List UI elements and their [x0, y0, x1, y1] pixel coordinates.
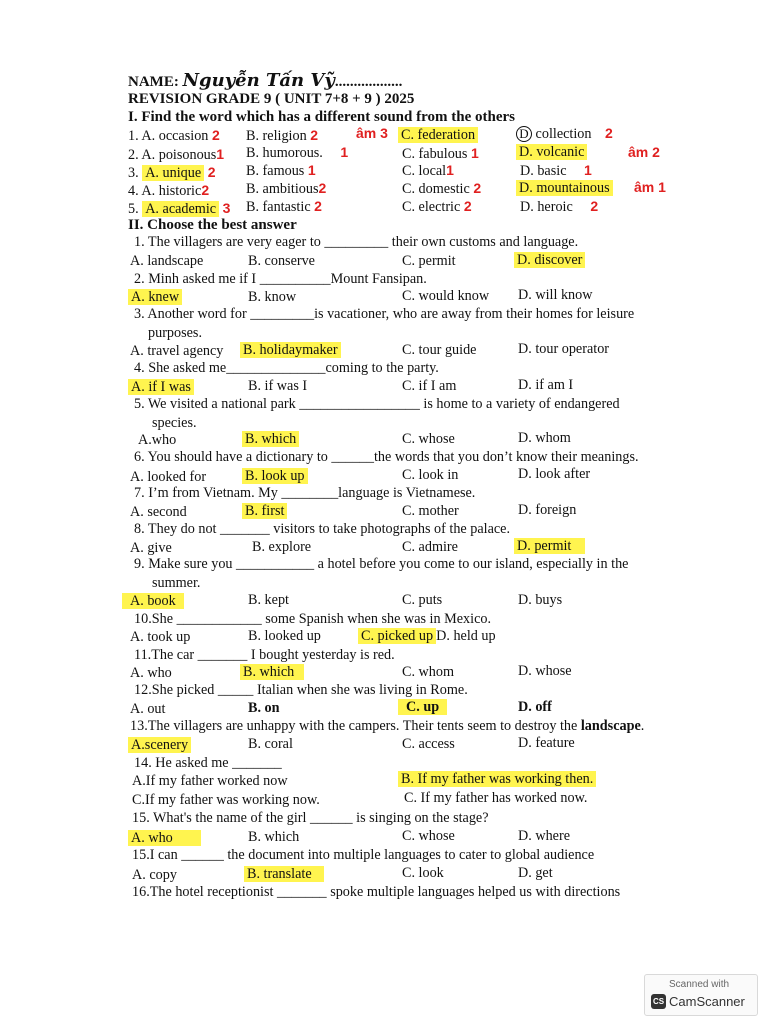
p1r1-b: B. religion [246, 128, 307, 144]
q13-keyword: landscape [580, 718, 641, 734]
p1r4-d-highlight: D. mountainous [516, 180, 613, 196]
q14-option-a: A.If my father worked now [132, 773, 288, 789]
p1r1-c-highlight: C. federation [398, 127, 478, 143]
q2-option-b: B. know [248, 289, 297, 305]
q10-option-d: D. held up [436, 628, 496, 644]
q1-option-b: B. conserve [248, 253, 315, 269]
mark: 1 [584, 162, 592, 178]
question-15b: 15.I can ______ the document into multiple languages to cater to global audience [132, 847, 595, 863]
mark: 2 [605, 125, 613, 141]
q4-option-c: C. if I am [402, 378, 457, 394]
q12-option-b: B. on [248, 700, 280, 716]
q14-option-b-highlight: B. If my father was working then. [398, 771, 596, 787]
q8-option-c: C. admire [402, 539, 458, 555]
q15b-option-c: C. look [402, 865, 444, 881]
q14-option-c: C.If my father was working now. [132, 792, 320, 808]
q1-option-d-highlight: D. discover [514, 252, 585, 268]
q15-option-d: D. where [518, 828, 570, 844]
name-label: NAME: [128, 74, 179, 90]
mark: 2 [211, 127, 220, 143]
q5-option-b-highlight: B. which [242, 431, 299, 447]
q15-option-a-highlight: A. who [128, 830, 201, 846]
question-15: 15. What's the name of the girl ______ is singing on the stage? [132, 810, 489, 826]
q3-option-b-highlight: B. holidaymaker [240, 342, 341, 358]
q11-option-d: D. whose [518, 663, 572, 679]
mark: 2 [463, 198, 472, 214]
q13-option-a-highlight: A.scenery [128, 737, 191, 753]
q7-option-c: C. mother [402, 503, 459, 519]
mark: 2 [318, 180, 327, 196]
page-title: REVISION GRADE 9 ( UNIT 7+8 + 9 ) 2025 [128, 91, 415, 107]
p1r5-c: C. electric [402, 199, 461, 215]
p1r1-a: 1. A. occasion [128, 128, 209, 144]
q6-option-b-highlight: B. look up [242, 468, 308, 484]
student-name: Nguyễn Tấn Vỹ [182, 70, 335, 91]
mark: 1 [216, 146, 225, 162]
mark: 2 [207, 164, 216, 180]
q12-option-c-highlight: C. up [398, 699, 447, 715]
q4-option-b: B. if was I [248, 378, 308, 394]
question-12: 12.She picked _____ Italian when she was living in Rome. [134, 682, 468, 698]
q15b-option-d: D. get [518, 865, 553, 881]
q6-option-c: C. look in [402, 467, 459, 483]
q1-option-c: C. permit [402, 253, 456, 269]
section2-heading: II. Choose the best answer [128, 217, 297, 233]
q11-option-b-highlight: B. which [240, 664, 304, 680]
mark: 1 [470, 145, 479, 161]
watermark-line2: CamScanner [669, 994, 745, 1009]
question-2: 2. Minh asked me if I __________Mount Fansipan. [134, 271, 427, 287]
p1r2-d-highlight: D. volcanic [516, 144, 587, 160]
q6-option-d: D. look after [518, 466, 591, 482]
question-10: 10.She ____________ some Spanish when she was in Mexico. [134, 611, 492, 627]
q9-option-a-highlight: A. book [122, 593, 184, 609]
p1r2-b: B. humorous. [246, 145, 323, 161]
q2-option-a-highlight: A. knew [128, 289, 182, 305]
q9-option-c: C. puts [402, 592, 443, 608]
mark: 2 [473, 180, 482, 196]
note: âm 2 [628, 144, 660, 160]
q10-option-c-highlight: C. picked up [358, 628, 436, 644]
q11-option-a: A. who [130, 665, 172, 681]
question-13 [130, 717, 644, 735]
question-3-cont: purposes. [148, 325, 202, 341]
q7-option-d: D. foreign [518, 502, 577, 518]
q11-option-c: C. whom [402, 664, 455, 680]
mark: 2 [201, 182, 210, 198]
p1r3-c: C. local [402, 163, 447, 179]
q2-option-d: D. will know [518, 287, 593, 303]
q3-option-d: D. tour operator [518, 341, 610, 357]
mark: 3 [222, 200, 231, 216]
p1r5-d: D. heroic [520, 199, 573, 215]
p1r3-a-highlight: A. unique [142, 165, 204, 181]
p1r4-c: C. domestic [402, 181, 470, 197]
q5-option-d: D. whom [518, 430, 571, 446]
q1-option-a: A. landscape [130, 253, 204, 269]
q13-option-d: D. feature [518, 735, 575, 751]
p1r1-d: collection [532, 126, 592, 142]
q14-option-c2: C. If my father has worked now. [404, 790, 588, 806]
note: âm 3 [356, 125, 388, 141]
p1r4-b: B. ambitious [246, 181, 319, 197]
p1r3-b: B. famous [246, 163, 305, 179]
q3-option-a: A. travel agency [130, 343, 224, 359]
q7-option-a: A. second [130, 504, 187, 520]
q4-option-d: D. if am I [518, 377, 574, 393]
q15b-option-a: A. copy [132, 867, 177, 883]
note: âm 1 [634, 179, 666, 195]
q15-option-c: C. whose [402, 828, 455, 844]
question-3: 3. Another word for _________is vacationer, who are away from their homes for leisure [134, 306, 635, 322]
q5-option-a: A.who [138, 432, 177, 448]
name-line [128, 72, 402, 91]
q15b-option-b-highlight: B. translate [244, 866, 324, 882]
question-6: 6. You should have a dictionary to ______the words that you don’t know their meanings. [134, 449, 639, 465]
question-1: 1. The villagers are very eager to _________ their own customs and language. [134, 234, 579, 250]
p1r2-a: 2. A. poisonous [128, 147, 217, 163]
q12-option-d: D. off [518, 699, 552, 715]
question-14: 14. He asked me _______ [134, 755, 282, 771]
mark: 1 [340, 144, 349, 160]
q3-option-c: C. tour guide [402, 342, 477, 358]
question-5: 5. We visited a national park _________________ is home to a variety of endangered [134, 396, 620, 412]
q15-option-b: B. which [248, 829, 300, 845]
section1-heading: I. Find the word which has a different sound from the others [128, 109, 515, 125]
q10-option-b: B. looked up [248, 628, 321, 644]
q8-option-a: A. give [130, 540, 172, 556]
mark: 2 [310, 127, 319, 143]
question-11: 11.The car _______ I bought yesterday is red. [134, 647, 395, 663]
p1r3-d: D. basic [520, 163, 567, 179]
q7-option-b-highlight: B. first [242, 503, 287, 519]
q10-option-a: A. took up [130, 629, 191, 645]
p1r5-a-highlight: A. academic [142, 201, 219, 217]
name-dots: .................. [334, 74, 403, 90]
q4-option-a-highlight: A. if I was [128, 379, 194, 395]
camscanner-watermark [644, 974, 758, 1016]
p1r2-c: C. fabulous [402, 146, 468, 162]
q12-option-a: A. out [130, 701, 166, 717]
q13-end: . [640, 718, 645, 734]
question-8: 8. They do not _______ visitors to take photographs of the palace. [134, 521, 511, 537]
question-9-cont: summer. [152, 575, 201, 591]
q13-option-b: B. coral [248, 736, 293, 752]
p1r4-a: 4. A. historic [128, 183, 202, 199]
q6-option-a: A. looked for [130, 469, 207, 485]
mark: 2 [590, 198, 599, 214]
q2-option-c: C. would know [402, 288, 490, 304]
q9-option-b: B. kept [248, 592, 289, 608]
q8-option-d-highlight: D. permit [514, 538, 585, 554]
camscanner-icon: CS [651, 994, 666, 1009]
q9-option-d: D. buys [518, 592, 563, 608]
q8-option-b: B. explore [252, 539, 312, 555]
mark: 1 [307, 162, 316, 178]
question-9: 9. Make sure you ___________ a hotel before you come to our island, especially in the [134, 556, 629, 572]
mark: 1 [446, 162, 454, 178]
circled-letter: D [516, 126, 532, 142]
q13-option-c: C. access [402, 736, 455, 752]
question-5-cont: species. [152, 415, 197, 431]
question-16: 16.The hotel receptionist _______ spoke multiple languages helped us with directions [132, 884, 621, 900]
q5-option-c: C. whose [402, 431, 455, 447]
q13-text: 13.The villagers are unhappy with the campers. Their tents seem to destroy the [130, 718, 581, 734]
p1r5-num: 5. [128, 201, 139, 217]
watermark-line1: Scanned with [669, 979, 730, 990]
question-4: 4. She asked me______________coming to the party. [134, 360, 439, 376]
mark: 2 [314, 198, 322, 214]
p1r5-b: B. fantastic [246, 199, 311, 215]
question-7: 7. I’m from Vietnam. My ________language is Vietnamese. [134, 485, 476, 501]
p1r3-num: 3. [128, 165, 139, 181]
